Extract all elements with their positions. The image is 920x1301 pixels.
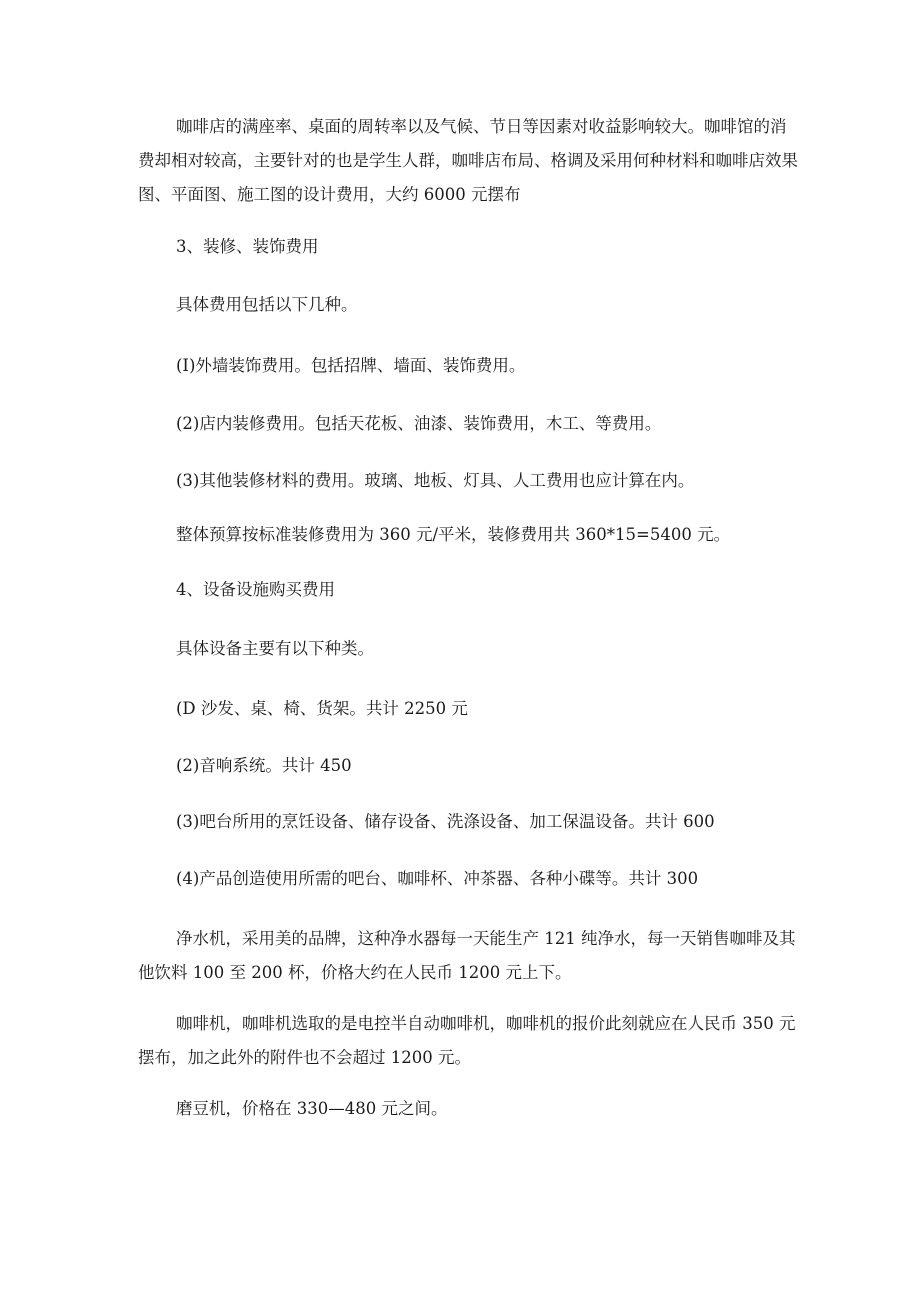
- list-item-audio: (2)音响系统。共计 450: [176, 756, 352, 775]
- list-item-bar-equipment: (3)吧台所用的烹饪设备、储存设备、洗涤设备、加工保温设备。共计 600: [176, 812, 715, 831]
- paragraph-intro: 咖啡店的满座率、桌面的周转率以及气候、节日等因素对收益影响较大。咖啡馆的消费却相对较高，主要针对的也是学生人群，咖啡店布局、格调及采用何种材料和咖啡店效果图、平面图、施工图的设计费用，大约 6000 元摆布: [138, 117, 798, 204]
- list-item-products: (4)产品创造使用所需的吧台、咖啡杯、冲茶器、各种小碟等。共计 300: [176, 869, 699, 888]
- heading-equipment-costs: 4、设备设施购买费用: [176, 580, 335, 599]
- paragraph-grinder: 磨豆机，价格在 330—480 元之间。: [176, 1099, 448, 1118]
- heading-decoration-costs: 3、装修、装饰费用: [176, 237, 319, 256]
- list-item-exterior: (I)外墙装饰费用。包括招牌、墙面、装饰费用。: [176, 356, 526, 375]
- paragraph-budget: 整体预算按标准装修费用为 360 元/平米，装修费用共 360*15=5400 元。: [176, 525, 731, 544]
- list-item-other-materials: (3)其他装修材料的费用。玻璃、地板、灯具、人工费用也应计算在内。: [176, 471, 695, 490]
- list-item-interior: (2)店内装修费用。包括天花板、油漆、装饰费用，木工、等费用。: [176, 414, 662, 433]
- paragraph-cost-types: 具体费用包括以下几种。: [176, 295, 358, 314]
- paragraph-water-purifier: 净水机，采用美的品牌，这种净水器每一天能生产 121 纯净水，每一天销售咖啡及其他饮料 100 至 200 杯，价格大约在人民币 1200 元上下。: [138, 929, 796, 982]
- paragraph-coffee-machine: 咖啡机，咖啡机选取的是电控半自动咖啡机，咖啡机的报价此刻就应在人民币 350 元摆布，加之此外的附件也不会超过 1200 元。: [138, 1014, 796, 1067]
- list-item-furniture: (D 沙发、桌、椅、货架。共计 2250 元: [176, 699, 468, 718]
- paragraph-equipment-types: 具体设备主要有以下种类。: [176, 639, 374, 658]
